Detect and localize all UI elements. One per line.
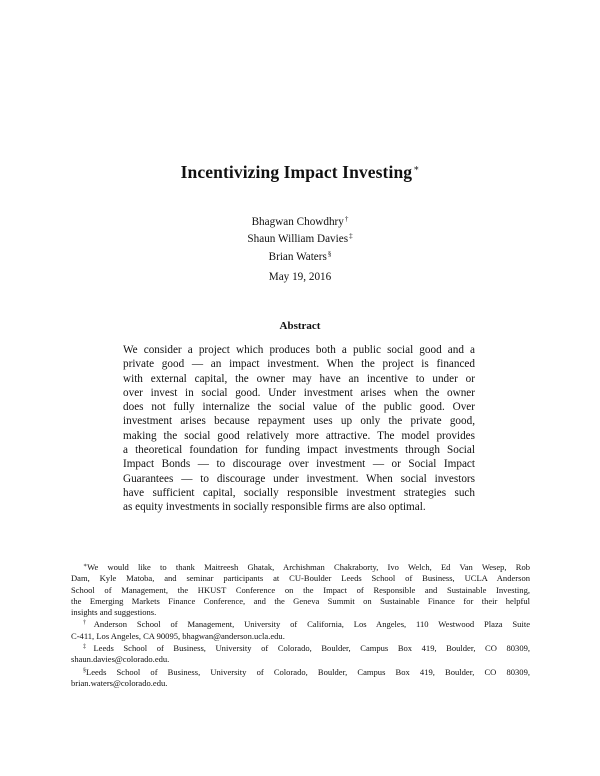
footnote-line [71,618,530,630]
author-block [0,212,600,264]
abstract-line: Impact Bonds — to discourage over investment — or Social Impact [123,458,475,471]
footnote-line: School of Management, the HKUST Conference on the Impact of Responsible and Sustainable Investing, [71,584,530,595]
footnote-line: shaun.davies@colorado.edu. [71,654,170,665]
abstract-line: as equity investments in socially responsible firms are also optimal. [123,501,426,514]
abstract-body [123,343,475,515]
author-footnote-mark: † [344,215,349,223]
abstract-line: have sufficient capital, socially responsible investment strategies such [123,486,475,499]
paper-title [0,162,600,183]
footnote-line: C-411, Los Angeles, CA 90095, bhagwan@anderson.ucla.edu. [71,630,285,641]
footnote-text: Leeds School of Business, University of Colorado, Boulder, Campus Box 419, Boulder, CO 80309, [86,666,530,677]
title-text: Incentivizing Impact Investing [180,162,413,182]
author-name: Brian Waters [268,250,327,263]
abstract-heading: Abstract [279,320,321,332]
author-3 [0,247,600,264]
footnote-line: the Emerging Markets Finance Conference, and the Geneva Summit on Sustainable Finance for their helpful [71,595,530,606]
paper-date: May 19, 2016 [268,271,332,283]
author-name: Bhagwan Chowdhry [251,216,344,228]
author-footnote-mark: ‡ [349,232,353,241]
footnote-line [71,642,530,654]
footnote-line: Dam, Kyle Matoba, and seminar participants at CU-Boulder Leeds School of Business, UCLA Anderson [71,573,530,584]
footnote-line [71,666,530,678]
author-footnote-mark: § [327,249,332,258]
footnote-mark: ‡ [83,644,94,651]
footnote-mark: ∗ [83,563,88,569]
abstract-line: Guarantees — to discourage under investment. When social investors [123,472,475,485]
footnote-chowdhry [71,618,530,642]
footnote-text: Anderson School of Management, University of California, Los Angeles, 110 Westwood Plaza Suite [93,619,531,630]
footnote-line [71,561,530,573]
footnote-davies [71,642,530,666]
author-name: Shaun William Davies [247,233,349,246]
footnote-line: insights and suggestions. [71,607,157,618]
footnote-mark: § [83,667,86,674]
footnote-waters [71,666,530,690]
author-2 [0,229,600,246]
footnotes [71,561,530,689]
abstract-line: private good — an impact investment. When the project is financed [123,358,475,371]
author-1 [0,212,600,229]
footnote-text: Leeds School of Business, University of Colorado, Boulder, Campus Box 419, Boulder, CO 80309, [93,643,531,654]
abstract-line: investment arises because repayment uses up only the private good, [123,415,475,428]
footnote-mark: † [83,620,94,627]
footnote-text: We would like to thank Maitreesh Ghatak, Archishman Chakraborty, Ivo Welch, Ed Van Wesep, Rob [87,562,530,572]
footnote-line: brian.waters@colorado.edu. [71,677,168,688]
abstract-line: We consider a project which produces both a public social good and a [123,344,475,356]
abstract-line: with external capital, the owner may have an incentive to under or [123,372,475,385]
abstract-line: making the social good relatively more attractive. The model provides [123,429,475,442]
abstract-line: over invest in social good. Under investment arises when the owner [123,386,475,399]
abstract-line: a theoretical foundation for funding impact investments through Social [123,444,475,457]
footnote-acknowledgements [71,561,530,618]
title-footnote-mark: ∗ [413,163,420,173]
abstract-line: does not fully internalize the social value of the public good. Over [123,401,475,414]
